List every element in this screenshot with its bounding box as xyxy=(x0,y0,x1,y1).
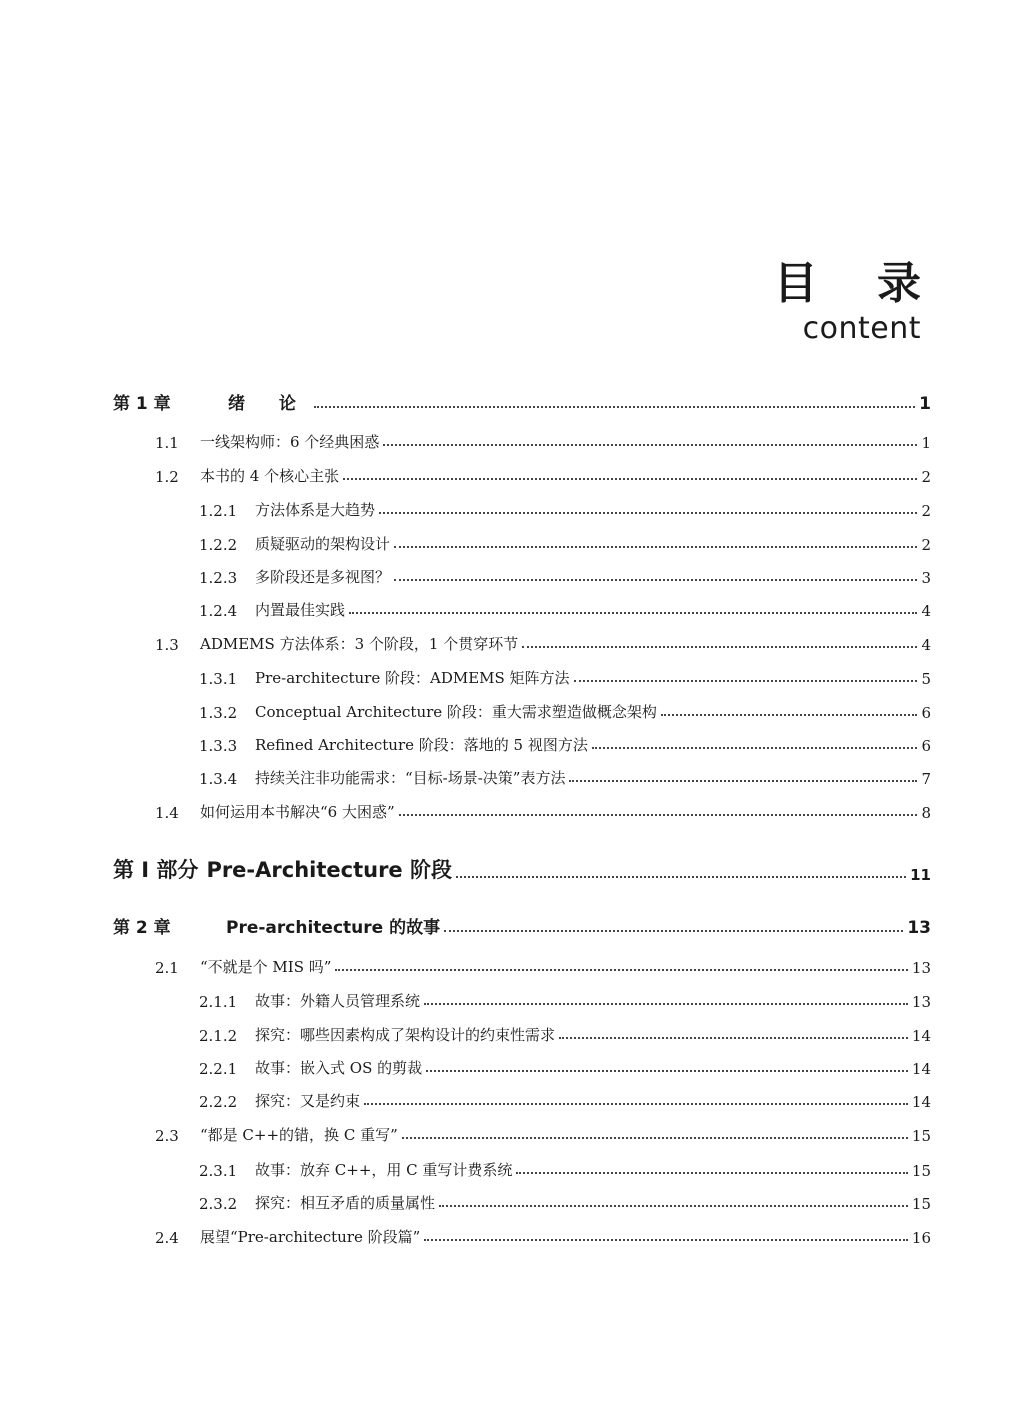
dot-leader xyxy=(394,546,917,548)
toc-entry-title: “不就是个 MIS 吗” xyxy=(200,958,332,976)
toc-entry-section[interactable] xyxy=(113,624,931,654)
toc-entry-title: Refined Architecture 阶段：落地的 5 视图方法 xyxy=(255,736,588,754)
toc-entry-sub[interactable] xyxy=(113,758,931,788)
toc-entry-title: 质疑驱动的架构设计 xyxy=(255,535,391,553)
dot-leader xyxy=(343,478,917,480)
toc-entry-page: 2 xyxy=(921,468,931,486)
toc-entry-page: 13 xyxy=(911,959,931,977)
toc-entry-title: 故事：外籍人员管理系统 xyxy=(255,992,421,1010)
toc-entry-page: 5 xyxy=(921,670,931,688)
toc-entry-number: 2.4 xyxy=(155,1229,179,1247)
toc-entry-section[interactable] xyxy=(113,792,931,822)
toc-entry-page: 13 xyxy=(911,993,931,1011)
toc-entry-title: 绪 论 xyxy=(228,394,310,414)
toc-entry-page: 15 xyxy=(911,1195,931,1213)
dot-leader xyxy=(661,714,918,716)
dot-leader xyxy=(335,969,907,971)
toc-entry-title: 多阶段还是多视图？ xyxy=(255,568,391,586)
toc-entry-sub[interactable] xyxy=(113,524,931,554)
toc-entry-section[interactable] xyxy=(113,456,931,486)
toc-entry-title: 内置最佳实践 xyxy=(255,601,346,619)
toc-entry-title: 探究：相互矛盾的质量属性 xyxy=(255,1194,436,1212)
toc-entry-section[interactable] xyxy=(113,422,931,452)
toc-entry-title: 持续关注非功能需求：“目标-场景-决策”表方法 xyxy=(255,769,566,787)
toc-title-chinese: 目 录 xyxy=(773,258,943,309)
toc-entry-title: 如何运用本书解决“6 大困惑” xyxy=(200,803,395,821)
toc-entry-number: 1.2.3 xyxy=(199,569,238,587)
toc-entry-number: 2.3 xyxy=(155,1127,179,1145)
toc-entry-number: 1.3.1 xyxy=(199,670,238,688)
toc-entry-title: 一线架构师：6 个经典困惑 xyxy=(200,433,380,451)
toc-entry-number: 2.3.2 xyxy=(199,1195,238,1213)
toc-entry-page: 7 xyxy=(921,770,931,788)
toc-entry-number: 第 I 部分 xyxy=(113,858,199,882)
toc-entry-number: 1.1 xyxy=(155,434,179,452)
dot-leader xyxy=(399,814,918,816)
dot-leader xyxy=(516,1172,908,1174)
toc-entry-number: 1.2.4 xyxy=(199,602,238,620)
toc-entry-title: ADMEMS 方法体系：3 个阶段，1 个贯穿环节 xyxy=(200,635,519,653)
toc-entry-title: Pre-architecture 的故事 xyxy=(226,918,441,938)
toc-entry-sub[interactable] xyxy=(113,981,931,1011)
toc-entry-page: 15 xyxy=(911,1127,931,1145)
toc-entry-title: 方法体系是大趋势 xyxy=(255,501,376,519)
dot-leader xyxy=(394,579,917,581)
toc-entry-page: 11 xyxy=(910,866,931,884)
toc-entry-number: 1.2.2 xyxy=(199,536,238,554)
toc-entry-sub[interactable] xyxy=(113,1150,931,1180)
toc-entry-number: 2.1.2 xyxy=(199,1027,238,1045)
toc-entry-number: 2.2.1 xyxy=(199,1060,238,1078)
toc-entry-sub[interactable] xyxy=(113,1183,931,1213)
dot-leader xyxy=(559,1037,908,1039)
toc-entry-page: 15 xyxy=(911,1162,931,1180)
toc-entry-number: 2.2.2 xyxy=(199,1093,238,1111)
toc-entry-sub[interactable] xyxy=(113,658,931,688)
toc-entry-title: 本书的 4 个核心主张 xyxy=(200,467,340,485)
dot-leader xyxy=(383,444,917,446)
toc-entry-number: 第 2 章 xyxy=(113,918,171,938)
toc-entry-page: 8 xyxy=(921,804,931,822)
toc-entry-title: 探究：哪些因素构成了架构设计的约束性需求 xyxy=(255,1026,556,1044)
toc-entry-title: 故事：放弃 C++，用 C 重写计费系统 xyxy=(255,1161,513,1179)
toc-entry-section[interactable] xyxy=(113,1115,931,1145)
toc-entry-number: 2.3.1 xyxy=(199,1162,238,1180)
toc-entry-number: 1.3.4 xyxy=(199,770,238,788)
toc-heading xyxy=(773,258,943,346)
toc-entry-page: 4 xyxy=(921,636,931,654)
toc-entry-page: 2 xyxy=(921,502,931,520)
dot-leader xyxy=(522,646,917,648)
toc-entry-number: 1.3.3 xyxy=(199,737,238,755)
toc-entry-sub[interactable] xyxy=(113,725,931,755)
toc-entry-chapter[interactable] xyxy=(113,384,931,414)
dot-leader xyxy=(592,747,918,749)
toc-entry-number: 第 1 章 xyxy=(113,394,171,414)
toc-entry-page: 3 xyxy=(921,569,931,587)
toc-entry-number: 2.1 xyxy=(155,959,179,977)
dot-leader xyxy=(402,1137,908,1139)
toc-entry-sub[interactable] xyxy=(113,1048,931,1078)
toc-title-english: content xyxy=(802,311,921,346)
toc-entry-page: 14 xyxy=(911,1093,931,1111)
toc-entry-page: 14 xyxy=(911,1060,931,1078)
toc-entry-page: 13 xyxy=(907,918,931,938)
toc-entry-page: 16 xyxy=(911,1229,931,1247)
dot-leader xyxy=(426,1070,908,1072)
dot-leader xyxy=(314,406,915,408)
toc-entry-part[interactable] xyxy=(113,850,931,884)
dot-leader xyxy=(569,780,917,782)
toc-entry-sub[interactable] xyxy=(113,1015,931,1045)
toc-entry-page: 1 xyxy=(921,434,931,452)
toc-entry-page: 14 xyxy=(911,1027,931,1045)
toc-entry-title: 故事：嵌入式 OS 的剪裁 xyxy=(255,1059,423,1077)
toc-entry-title: Pre-Architecture 阶段 xyxy=(206,858,452,882)
dot-leader xyxy=(456,876,906,878)
toc-entry-title: Pre-architecture 阶段：ADMEMS 矩阵方法 xyxy=(255,669,570,687)
toc-entry-page: 4 xyxy=(921,602,931,620)
toc-entry-page: 1 xyxy=(919,394,931,414)
dot-leader xyxy=(574,680,918,682)
dot-leader xyxy=(364,1103,908,1105)
toc-entry-number: 1.4 xyxy=(155,804,179,822)
dot-leader xyxy=(379,512,917,514)
dot-leader xyxy=(349,612,917,614)
toc-entry-sub[interactable] xyxy=(113,557,931,587)
toc-entry-title: 展望“Pre-architecture 阶段篇” xyxy=(200,1228,421,1246)
toc-entry-section[interactable] xyxy=(113,1217,931,1247)
dot-leader xyxy=(444,930,903,932)
toc-entry-number: 1.2.1 xyxy=(199,502,238,520)
toc-entry-page: 2 xyxy=(921,536,931,554)
toc-entry-page: 6 xyxy=(921,704,931,722)
toc-entry-sub[interactable] xyxy=(113,590,931,620)
toc-entry-chapter[interactable] xyxy=(113,908,931,938)
toc-entry-page: 6 xyxy=(921,737,931,755)
dot-leader xyxy=(424,1003,908,1005)
toc-entry-sub[interactable] xyxy=(113,692,931,722)
toc-entry-number: 1.3.2 xyxy=(199,704,238,722)
dot-leader xyxy=(424,1239,908,1241)
toc-entry-title: 探究：又是约束 xyxy=(255,1092,361,1110)
toc-entry-number: 1.2 xyxy=(155,468,179,486)
dot-leader xyxy=(439,1205,908,1207)
toc-entry-title: “都是 C++的错，换 C 重写” xyxy=(200,1126,398,1144)
toc-entry-section[interactable] xyxy=(113,947,931,977)
toc-entry-sub[interactable] xyxy=(113,1081,931,1111)
toc-entry-title: Conceptual Architecture 阶段：重大需求塑造做概念架构 xyxy=(255,703,657,721)
toc-entry-number: 2.1.1 xyxy=(199,993,238,1011)
toc-entry-number: 1.3 xyxy=(155,636,179,654)
toc-entry-sub[interactable] xyxy=(113,490,931,520)
